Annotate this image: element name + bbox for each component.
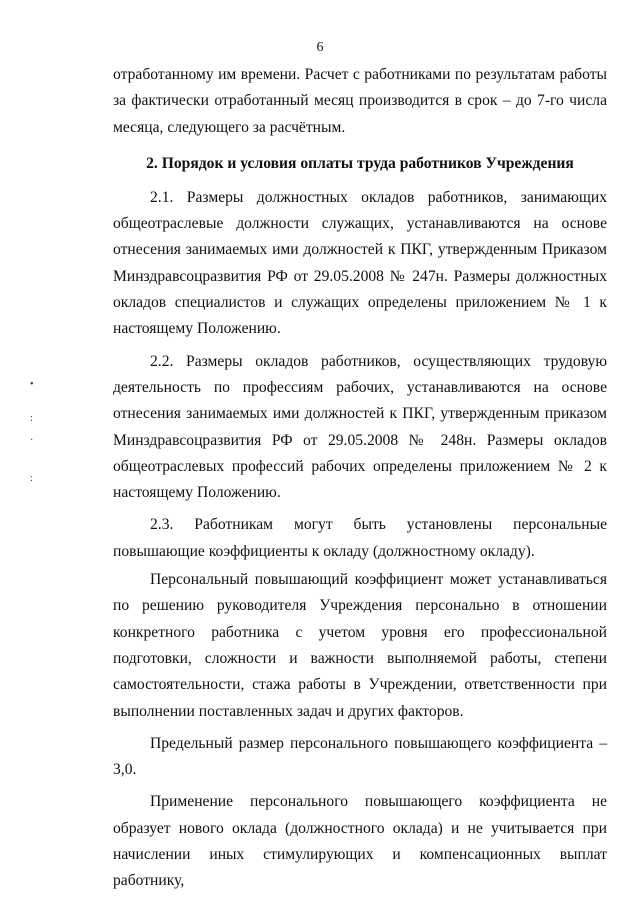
document-body — [113, 62, 607, 901]
scan-mark: : — [30, 413, 33, 424]
section-heading: 2. Порядок и условия оплаты труда работников Учреждения — [146, 154, 574, 172]
paragraph-2-2: 2.2. Размеры окладов работников, осуществляющих трудовую деятельность по профессиям рабочих, устанавливаются на основе отнесения занимаемых ими должностей к ПКГ, утвержденным приказом Минздравсоцразвития РФ от 29.05.2008 № 248н. Размеры окладов общеотраслевых профессий рабочих определены приложением № 2 к настоящему Положению. — [113, 352, 607, 502]
page-number: 6 — [316, 40, 324, 55]
scan-mark: · — [30, 435, 34, 446]
scan-mark: : — [30, 473, 33, 484]
paragraph-coefficient-limit: Предельный размер персонального повышающего коэффициента – 3,0. — [113, 734, 607, 779]
paragraph-coefficient-rules: Персональный повышающий коэффициент может устанавливаться по решению руководителя Учреждения персонально в отношении конкретного работника с учетом уровня его профессиональной подготовки, сложности и важности выполняемой работы, степени самостоятельности, стажа работы в Учреждении, ответственности при выполнении поставленных задач и других факторов. — [113, 571, 607, 720]
paragraph-continuation: отработанному им времени. Расчет с работниками по результатам работы за фактически отработанный месяц производится в срок – до 7-го числа месяца, следующего за расчётным. — [113, 66, 607, 136]
paragraph-2-1: 2.1. Размеры должностных окладов работников, занимающих общеотраслевые должности служащих, устанавливаются на основе отнесения занимаемых ими должностей к ПКГ, утвержденным Приказом Минздравсоцразвития РФ от 29.05.2008 № 247н. Размеры должностных окладов специалистов и служащих определены приложением № 1 к настоящему Положению. — [113, 188, 607, 338]
paragraph-coefficient-application: Применение персонального повышающего коэффициента не образует нового оклада (должностного оклада) и не учитывается при начислении иных стимулирующих и компенсационных выплат работнику, — [113, 793, 607, 890]
paragraph-2-3: 2.3. Работникам могут быть установлены персональные повышающие коэффициенты к окладу (должностному окладу). — [113, 516, 607, 560]
scan-mark: • — [30, 379, 34, 390]
